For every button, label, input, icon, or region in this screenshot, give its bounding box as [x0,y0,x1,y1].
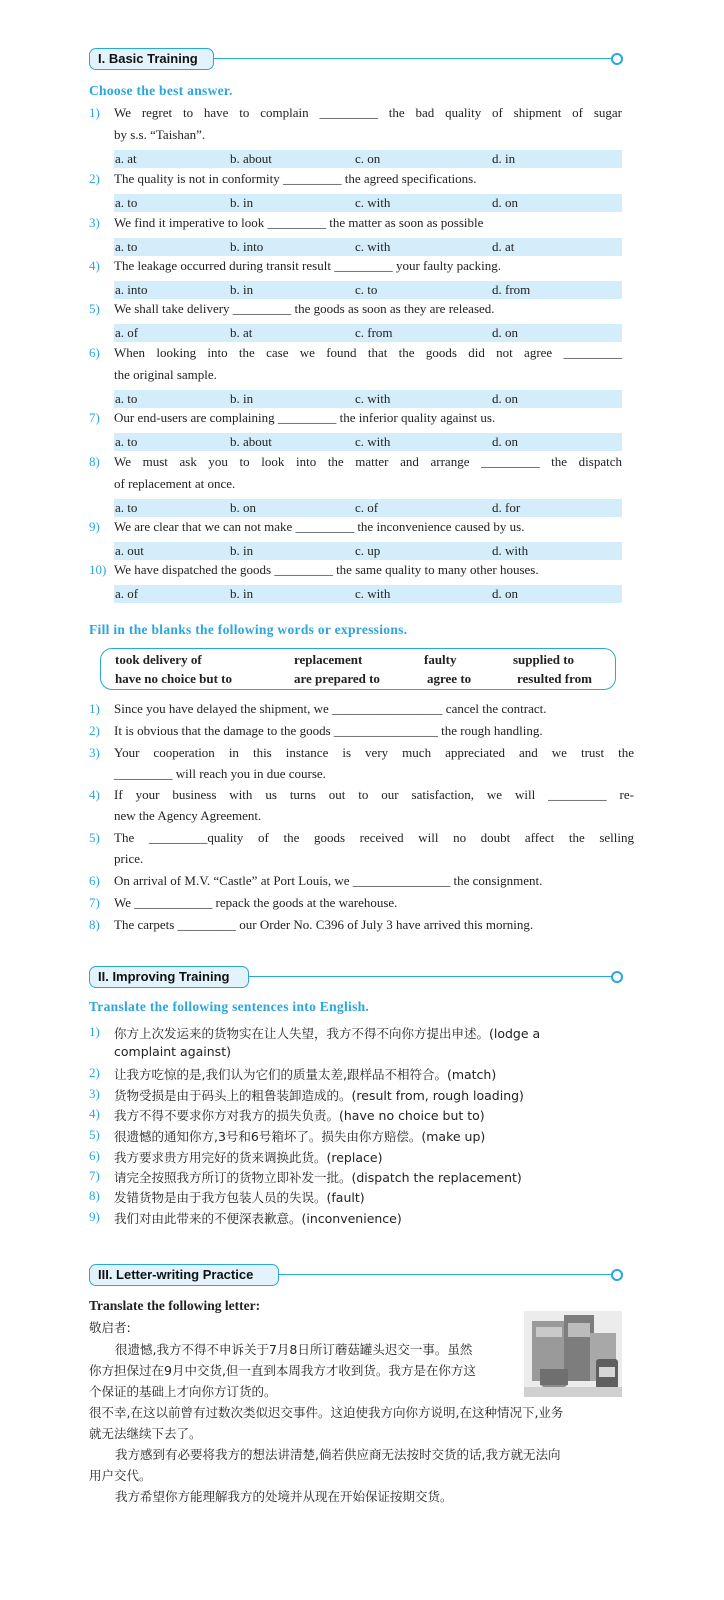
question-text: We are clear that we can not make _________ the inconvenience caused by us. [114,519,525,534]
answer-option: b. in [230,543,254,558]
answer-option: d. on [492,195,518,210]
translation-sentence: 发错货物是由于我方包装人员的失误。(fault) [114,1190,365,1205]
question-text: Our end-users are complaining _________ the inferior quality against us. [114,410,496,425]
question-text: We have dispatched the goods _________ the same quality to many other houses. [114,562,539,577]
question-number: 1) [89,701,100,716]
item-number: 1) [89,1024,100,1039]
question-text: of replacement at once. [114,476,236,491]
question-number: 4) [89,787,100,802]
answer-option: a. to [115,391,138,406]
answer-option: a. to [115,239,138,254]
answer-option: c. with [355,434,391,449]
question-text: The carpets _________ our Order No. C396 of July 3 have arrived this morning. [114,917,534,932]
answer-options [114,324,622,342]
answer-option: b. in [230,391,254,406]
question-text: We must ask you to look into the matter and arrange _________ the dispatch [114,454,622,469]
subheading-translate: Translate the following sentences into English. [89,999,370,1014]
answer-option: d. on [492,586,518,601]
section-rule [249,976,615,977]
answer-option: a. into [115,282,148,297]
item-number: 5) [89,1127,100,1142]
item-number: 8) [89,1188,100,1203]
question-text: new the Agency Agreement. [114,808,262,823]
translation-sentence: 货物受损是由于码头上的粗鲁装卸造成的。(result from, rough loading) [114,1088,524,1103]
canned-goods-photo [524,1311,622,1397]
translation-sentence: 很遗憾的通知你方,3号和6号箱坏了。损失由你方赔偿。(make up) [114,1129,486,1144]
answer-option: d. with [492,543,529,558]
item-number: 3) [89,1086,100,1101]
translation-sentence: 你方上次发运来的货物实在让人失望，我方不得不向你方提出申述。(lodge a [114,1026,541,1041]
letter-line: 就无法继续下去了。 [89,1426,202,1441]
question-text: Since you have delayed the shipment, we _________________ cancel the contract. [114,701,547,716]
question-text: by s.s. “Taishan”. [114,127,206,142]
word-option: agree to [427,671,472,686]
letter-line: 个保证的基础上才向你方订货的。 [89,1384,277,1399]
question-text: It is obvious that the damage to the goods ________________ the rough handling. [114,723,543,738]
question-text: We find it imperative to look _________ the matter as soon as possible [114,215,484,230]
answer-options [114,390,622,408]
rule-end-dot [611,971,623,983]
answer-option: d. on [492,391,518,406]
question-text: The leakage occurred during transit result _________ your faulty packing. [114,258,501,273]
word-option: replacement [294,652,363,667]
question-number: 3) [89,745,100,760]
translation-sentence: 请完全按照我方所订的货物立即补发一批。(dispatch the replacement) [114,1170,522,1185]
answer-option: c. with [355,391,391,406]
item-number: 6) [89,1148,100,1163]
answer-option: c. to [355,282,378,297]
answer-option: a. of [115,586,139,601]
translation-sentence: 我方不得不要求你方对我方的损失负责。(have no choice but to) [114,1108,485,1123]
answer-option: b. on [230,500,256,515]
item-number: 4) [89,1106,100,1121]
answer-options [114,585,622,603]
answer-option: d. on [492,325,518,340]
question-text: The quality is not in conformity _________ the agreed specifications. [114,171,477,186]
answer-option: a. to [115,500,138,515]
answer-options [114,499,622,517]
question-number: 9) [89,519,100,534]
word-option: faulty [424,652,457,667]
question-text: If your business with us turns out to our satisfaction, we will _________ re- [114,787,634,802]
letter-line: 很不幸,在这以前曾有过数次类似迟交事件。这迫使我方向你方说明,在这种情况下,业务 [89,1405,564,1420]
question-number: 2) [89,171,100,186]
rule-end-dot [611,53,623,65]
answer-option: c. up [355,543,381,558]
letter-line: 用户交代。 [89,1468,152,1483]
answer-option: c. with [355,239,391,254]
question-text: We regret to have to complain _________ the bad quality of shipment of sugar [114,105,622,120]
answer-option: c. from [355,325,393,340]
translation-sentence: 让我方吃惊的是,我们认为它们的质量太差,跟样品不相符合。(match) [114,1067,497,1082]
question-text: When looking into the case we found that the goods did not agree _________ [114,345,622,360]
rule-end-dot [611,1269,623,1281]
question-text: _________ will reach you in due course. [114,766,326,781]
answer-options [114,542,622,560]
question-number: 6) [89,345,100,360]
answer-option: a. of [115,325,139,340]
question-text: the original sample. [114,367,217,382]
letter-line: 我方希望你方能理解我方的处境并从现在开始保证按期交货。 [115,1489,453,1504]
section-title: I. Basic Training [89,48,214,70]
question-text: We shall take delivery _________ the goods as soon as they are released. [114,301,495,316]
question-text: On arrival of M.V. “Castle” at Port Louis, we _______________ the consignment. [114,873,543,888]
answer-option: c. of [355,500,379,515]
answer-options [114,238,622,256]
translation-sentence: complaint against) [114,1044,231,1059]
question-number: 5) [89,830,100,845]
question-number: 8) [89,917,100,932]
answer-options [114,281,622,299]
question-text: We ____________ repack the goods at the warehouse. [114,895,398,910]
answer-option: c. with [355,195,391,210]
question-text: The _________quality of the goods received will no doubt affect the selling [114,830,634,845]
answer-option: b. in [230,586,254,601]
answer-option: a. to [115,434,138,449]
translation-sentence: 我方要求贵方用完好的货来调换此货。(replace) [114,1150,383,1165]
answer-option: d. on [492,434,518,449]
subheading-fill: Fill in the blanks the following words or expressions. [89,622,408,637]
word-option: resulted from [517,671,592,686]
question-number: 8) [89,454,100,469]
word-option: are prepared to [294,671,380,686]
question-number: 3) [89,215,100,230]
question-number: 7) [89,410,100,425]
answer-option: d. in [492,151,516,166]
translation-sentence: 我们对由此带来的不便深表歉意。(inconvenience) [114,1211,402,1226]
word-option: supplied to [513,652,575,667]
item-number: 7) [89,1168,100,1183]
question-number: 10) [89,562,107,577]
section-2-header [89,966,623,988]
answer-options [114,433,622,451]
section-title: III. Letter-writing Practice [89,1264,279,1286]
answer-option: b. about [230,434,272,449]
section-1-header [89,48,623,70]
answer-option: d. from [492,282,531,297]
letter-salutation: 敬启者: [89,1320,131,1335]
question-number: 1) [89,105,100,120]
answer-option: b. about [230,151,272,166]
answer-option: a. at [115,151,137,166]
answer-options [114,150,622,168]
question-number: 7) [89,895,100,910]
word-option: took delivery of [115,652,202,667]
letter-line: 我方感到有必要将我方的想法讲清楚,倘若供应商无法按时交货的话,我方就无法向 [115,1447,561,1462]
question-number: 6) [89,873,100,888]
question-number: 4) [89,258,100,273]
question-number: 5) [89,301,100,316]
answer-option: b. in [230,195,254,210]
product-illustration [524,1311,622,1397]
section-3-header [89,1264,623,1286]
word-option: have no choice but to [115,671,232,686]
section-rule [214,58,615,59]
answer-option: c. with [355,586,391,601]
item-number: 2) [89,1065,100,1080]
answer-option: c. on [355,151,381,166]
answer-option: d. for [492,500,521,515]
answer-option: b. into [230,239,264,254]
answer-option: b. in [230,282,254,297]
letter-line: 很遗憾,我方不得不申诉关于7月8日所订蘑菇罐头迟交一事。虽然 [115,1342,473,1357]
question-text: price. [114,851,144,866]
section-title: II. Improving Training [89,966,249,988]
letter-line: 你方担保过在9月中交货,但一直到本周我方才收到货。我方是在你方这 [89,1363,476,1378]
letter-instruction: Translate the following letter: [89,1298,261,1313]
subheading-choose: Choose the best answer. [89,83,233,98]
answer-option: b. at [230,325,253,340]
answer-option: a. out [115,543,144,558]
answer-options [114,194,622,212]
question-text: Your cooperation in this instance is very much appreciated and we trust the [114,745,634,760]
answer-option: a. to [115,195,138,210]
question-number: 2) [89,723,100,738]
answer-option: d. at [492,239,515,254]
item-number: 9) [89,1209,100,1224]
section-rule [279,1274,615,1275]
word-box [100,648,616,690]
